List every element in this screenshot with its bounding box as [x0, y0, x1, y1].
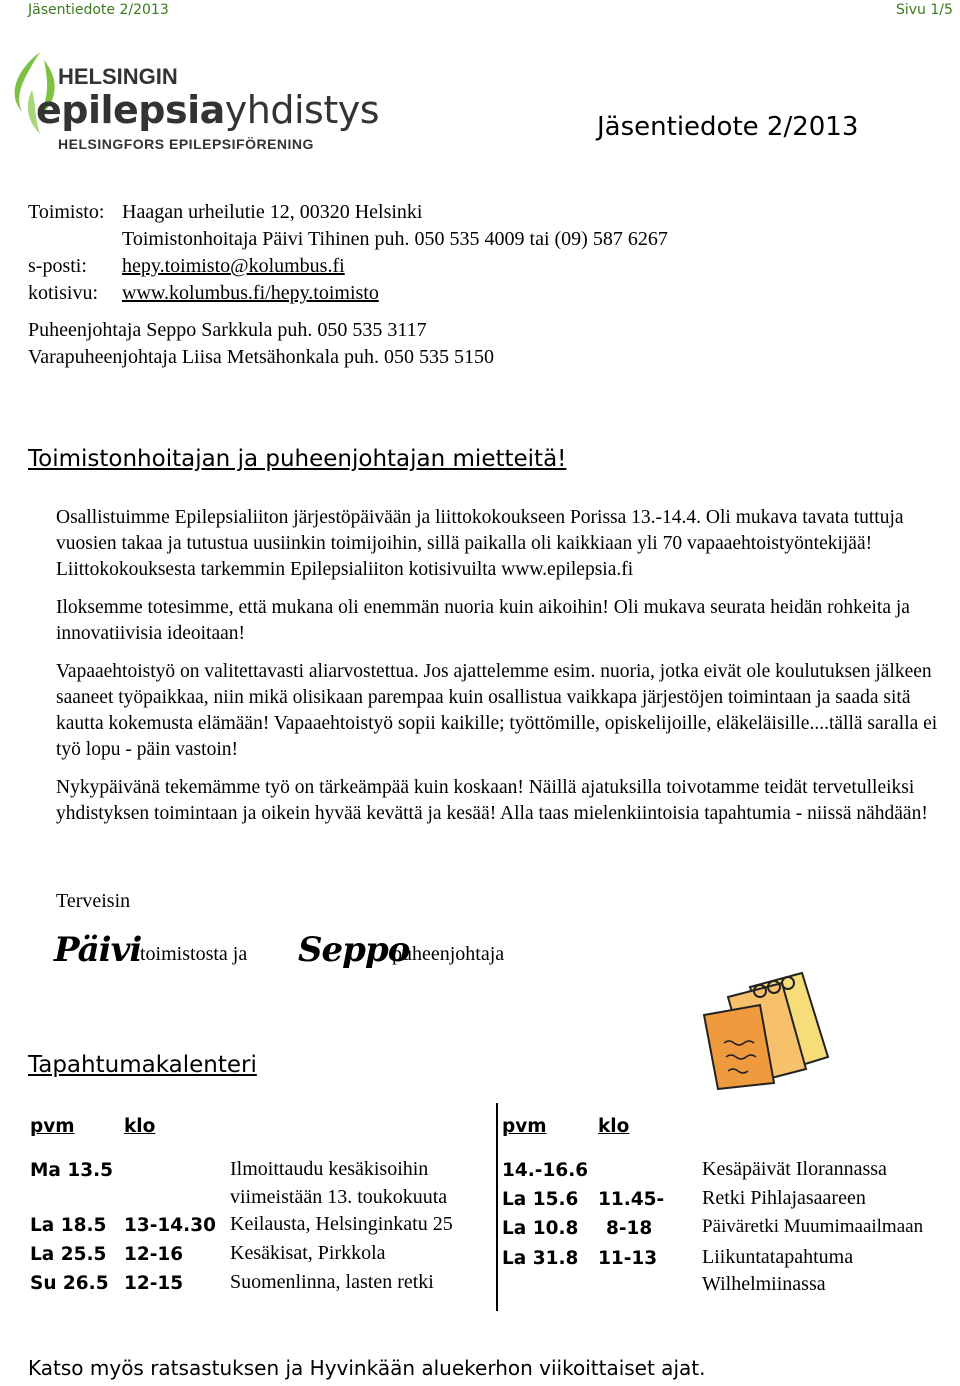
- office-address: Haagan urheilutie 12, 00320 Helsinki: [122, 201, 423, 223]
- association-logo: [4, 50, 380, 160]
- greeting: Terveisin: [56, 890, 131, 912]
- calendar-right-date-header: pvm: [502, 1116, 547, 1137]
- website-link[interactable]: www.kolumbus.fi/hepy.toimisto: [122, 282, 379, 304]
- event-text: viimeistään 13. toukokuuta: [230, 1186, 448, 1208]
- signature-role-office: toimistosta ja: [140, 943, 248, 965]
- office-manager: Toimistonhoitaja Päivi Tihinen puh. 050 535 4009 tai (09) 587 6267: [122, 228, 668, 250]
- signature-paivi: Päivi: [54, 930, 142, 970]
- event-date: La 25.5: [30, 1244, 107, 1265]
- event-text: Retki Pihlajasaareen: [702, 1187, 866, 1209]
- event-text: Ilmoittaudu kesäkisoihin: [230, 1158, 429, 1180]
- event-text: Suomenlinna, lasten retki: [230, 1271, 434, 1293]
- event-date: Su 26.5: [30, 1273, 109, 1294]
- header-doc-title: Jäsentiedote 2/2013: [28, 2, 169, 18]
- header-page-indicator: [896, 2, 953, 18]
- website-label: kotisivu:: [28, 282, 99, 304]
- calendar-left-time-header: klo: [124, 1116, 156, 1137]
- paragraph: Vapaaehtoistyö on valitettavasti aliarvostettua. Jos ajattelemme esim. nuoria, jotka eivät ole koulutuksen jälkeen saaneet työpaikkaa, niin mikä olisikaan parempaa kuin osallistua vaikkapa järjestöjen toimintaan ja saada sitä kautta kokemusta elämään! Vapaaehtoistyö sopii kaikille; työttömille, opiskelijoille, eläkeläisille....tällä saralla ei työ lopu - päin vastoin!: [56, 661, 938, 760]
- signature-seppo: Seppo: [298, 930, 410, 970]
- calendar-right-time-header: klo: [598, 1116, 630, 1137]
- logo-line-helsingin: HELSINGIN: [58, 64, 178, 89]
- paragraph: Osallistuimme Epilepsialiiton järjestöpäivään ja liittokokoukseen Porissa 13.-14.4. Oli mukava tavata tuttuja vuosien takaa ja tutustua uusiinkin toimijoihin, sillä paikalla oli kaikkiaan yli 70 vapaaehtoistyöntekijää! Liittokokouksesta tarkemmin Epilepsialiiton kotisivuilta www.epilepsia.fi: [56, 507, 904, 580]
- page-title: Jäsentiedote 2/2013: [597, 112, 859, 142]
- email-link[interactable]: hepy.toimisto@kolumbus.fi: [122, 255, 345, 277]
- event-text: Kesäkisat, Pirkkola: [230, 1242, 386, 1264]
- event-text: Keilausta, Helsinginkatu 25: [230, 1213, 453, 1235]
- logo-word-epilepsia: epilepsia: [36, 88, 225, 132]
- event-date: La 18.5: [30, 1215, 107, 1236]
- calendar-divider: [496, 1103, 498, 1311]
- event-date: La 10.8: [502, 1218, 579, 1239]
- event-text: Kesäpäivät Ilorannassa: [702, 1158, 887, 1180]
- event-date: 14.-16.6: [502, 1160, 589, 1181]
- event-time: 12-15: [124, 1273, 184, 1294]
- paragraph: Nykypäivänä tekemämme työ on tärkeämpää kuin koskaan! Näillä ajatuksilla toivotamme teidät tervetulleiksi yhdistyksen toimintaan ja oikein hyvää kevättä ja kesää! Alla taas mielenkiintoisia tapahtumia - niissä nähdään!: [56, 777, 928, 824]
- letter-body: [56, 505, 956, 839]
- logo-word-yhdistys: yhdistys: [224, 88, 380, 132]
- logo-line-name: [36, 88, 379, 132]
- footer-note: Katso myös ratsastuksen ja Hyvinkään aluekerhon viikoittaiset ajat.: [28, 1356, 706, 1380]
- event-text: Liikuntatapahtuma: [702, 1246, 854, 1268]
- event-date: La 31.8: [502, 1248, 579, 1269]
- event-date: La 15.6: [502, 1189, 579, 1210]
- event-date: Ma 13.5: [30, 1160, 113, 1181]
- email-label: s-posti:: [28, 255, 87, 277]
- page-label: Sivu: [896, 2, 926, 18]
- section-heading-thoughts: Toimistonhoitajan ja puheenjohtajan mietteitä!: [28, 446, 567, 472]
- event-time: 13-14.30: [124, 1215, 216, 1236]
- vice-chair-contact: Varapuheenjohtaja Liisa Metsähonkala puh. 050 535 5150: [28, 346, 494, 368]
- page-number: 1/5: [930, 2, 953, 18]
- notepad-clipart-icon: [690, 965, 840, 1090]
- logo-line-swedish: HELSINGFORS EPILEPSIFÖRENING: [58, 136, 314, 152]
- chair-contact: Puheenjohtaja Seppo Sarkkula puh. 050 535 3117: [28, 319, 427, 341]
- event-text: Päiväretki Muumimaailmaan: [702, 1216, 924, 1237]
- event-time: 11-13: [598, 1248, 658, 1269]
- section-heading-calendar: Tapahtumakalenteri: [28, 1052, 257, 1078]
- event-time: 12-16: [124, 1244, 184, 1265]
- office-label: Toimisto:: [28, 201, 105, 223]
- paragraph: Iloksemme totesimme, että mukana oli enemmän nuoria kuin aikoihin! Oli mukava seurata heidän rohkeita ja innovatiivisia ideoitaan!: [56, 597, 910, 644]
- calendar-left-date-header: pvm: [30, 1116, 75, 1137]
- signature-role-chair: puheenjohtaja: [392, 943, 505, 965]
- event-text: Wilhelmiinassa: [702, 1273, 826, 1295]
- event-time: 11.45-: [598, 1189, 665, 1210]
- event-time: 8-18: [606, 1218, 653, 1239]
